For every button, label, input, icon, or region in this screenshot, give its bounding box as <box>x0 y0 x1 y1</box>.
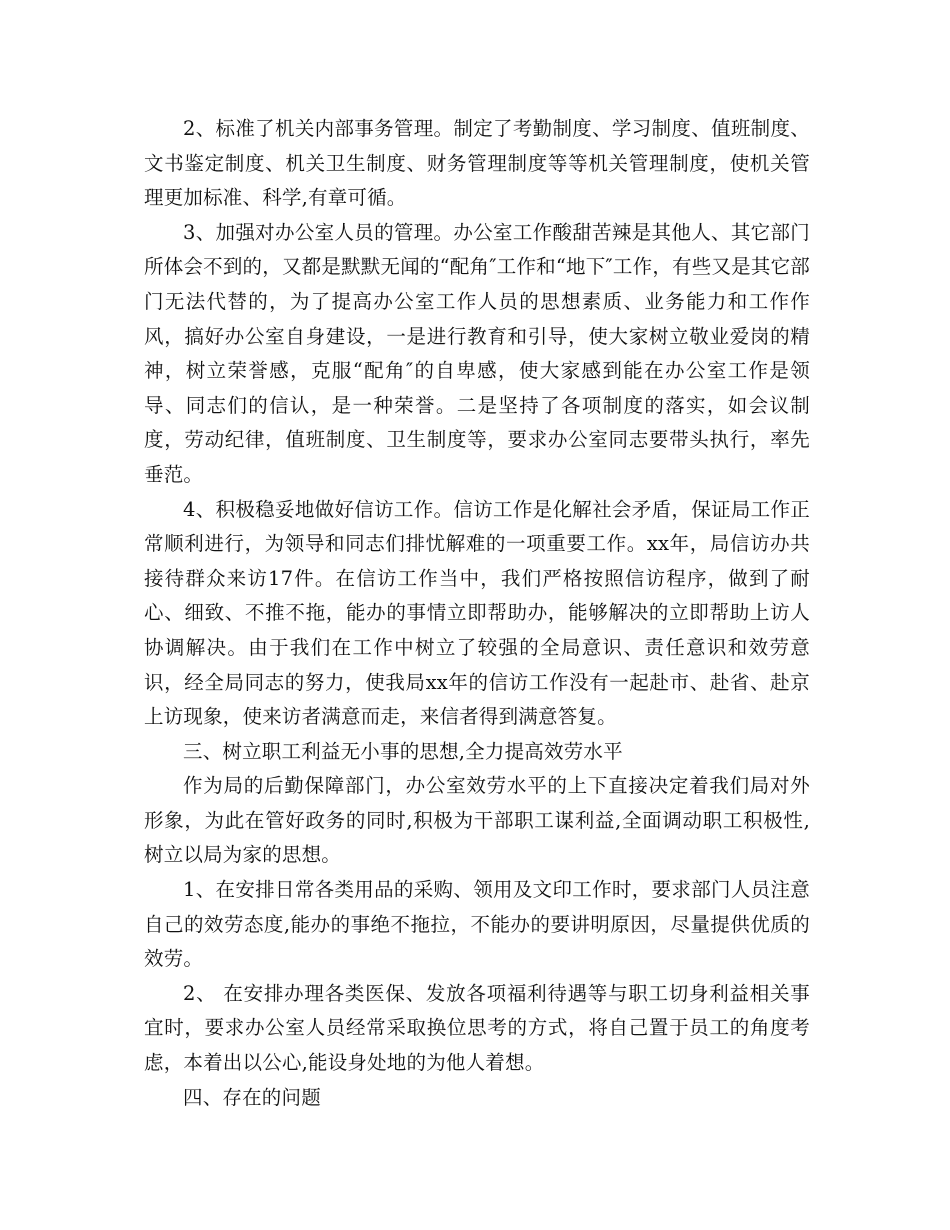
section-heading-3: 三、树立职工利益无小事的思想,全力提高效劳水平 <box>183 739 623 763</box>
paragraph-item-4-petition-work: 4、积极稳妥地做好信访工作。信访工作是化解社会矛盾，保证局工作正常顺利进行，为领导和同志们排忧解难的一项重要工作。xx年，局信访办共接待群众来访17件。在信访工作当中，我们严格按照信访程序，做到了耐心、细致、不推不拖，能办的事情立即帮助办，能够解决的立即帮助上访人协调解决。由于我们在工作中树立了较强的全局意识、责任意识和效劳意识，经全局同志的努力，使我局xx年的信访工作没有一起赴市、赴省、赴京上访现象，使来访者满意而走，来信者得到满意答复。 <box>144 497 810 729</box>
section-heading-4: 四、存在的问题 <box>183 1085 321 1109</box>
paragraph-item-2-welfare: 2、 在安排办理各类医保、发放各项福利待遇等与职工切身利益相关事宜时，要求办公室人员经常采取换位思考的方式，将自己置于员工的角度考虑，本着出以公心,能设身处地的为他人着想。 <box>144 981 810 1075</box>
document-body <box>144 112 810 1115</box>
paragraph-item-1-procurement: 1、在安排日常各类用品的采购、领用及文印工作时，要求部门人员注意自己的效劳态度,能办的事绝不拖拉，不能办的要讲明原因，尽量提供优质的效劳。 <box>144 878 810 971</box>
paragraph-item-3-staff-management: 3、加强对办公室人员的管理。办公室工作酸甜苦辣是其他人、其它部门所体会不到的，又都是默默无闻的“配角″工作和“地下″工作，有些又是其它部门无法代替的，为了提高办公室工作人员的思想素质、业务能力和工作作风，搞好办公室自身建设，一是进行教育和引导，使大家树立敬业爱岗的精神，树立荣誉感，克服“配角″的自卑感，使大家感到能在办公室工作是领导、同志们的信认，是一种荣誉。二是坚持了各项制度的落实，如会议制度，劳动纪律，值班制度、卫生制度等，要求办公室同志要带头执行，率先垂范。 <box>144 220 810 486</box>
paragraph-service-intro: 作为局的后勤保障部门，办公室效劳水平的上下直接决定着我们局对外形象，为此在管好政务的同时,积极为干部职工谋利益,全面调动职工积极性,树立以局为家的思想。 <box>144 774 810 867</box>
paragraph-item-2-internal-affairs: 2、标准了机关内部事务管理。制定了考勤制度、学习制度、值班制度、文书鉴定制度、机关卫生制度、财务管理制度等等机关管理制度，使机关管理更加标准、科学,有章可循。 <box>144 117 810 210</box>
